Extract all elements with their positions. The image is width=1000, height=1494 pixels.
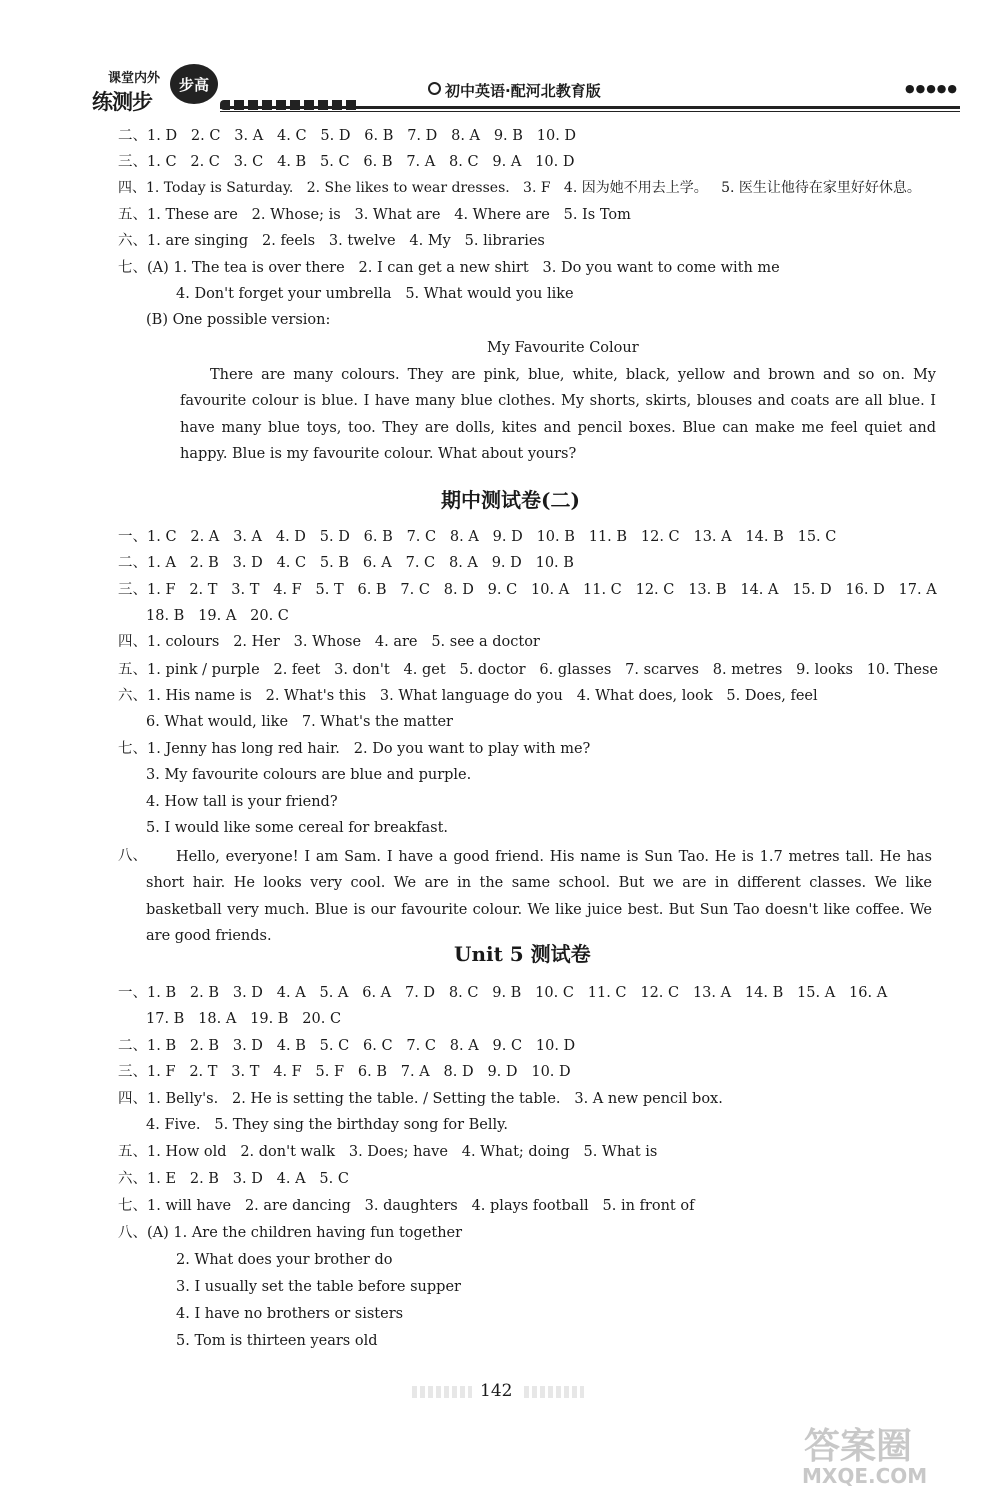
answer-line: 六、1. His name is 2. What's this 3. What language do you 4. What does, look 5. Does, feel: [118, 688, 818, 704]
answer-line: 5. I would like some cereal for breakfast.: [146, 820, 449, 836]
answer-line: 二、1. D 2. C 3. A 4. C 5. D 6. B 7. D 8. A 9. B 10. D: [118, 128, 577, 144]
answer-line: 七、(A) 1. The tea is over there 2. I can get a new shirt 3. Do you want to come with me: [118, 260, 780, 276]
answer-line: 3. I usually set the table before supper: [176, 1279, 461, 1295]
page-number-ornament-left: [412, 1386, 472, 1398]
logo-title: 练测步: [92, 90, 152, 114]
answer-line: 2. What does your brother do: [176, 1252, 393, 1268]
answer-line: 4. I have no brothers or sisters: [176, 1306, 404, 1322]
answer-line: 一、1. B 2. B 3. D 4. A 5. A 6. A 7. D 8. C 9. B 10. C 11. C 12. C 13. A 14. B 15. A 16. A: [118, 985, 888, 1001]
page-number: 142: [480, 1381, 513, 1401]
answer-line: (B) One possible version:: [146, 312, 331, 328]
circle-icon: [428, 82, 441, 95]
section-title-unit5: Unit 5 测试卷: [454, 942, 591, 966]
essay-label: 八、: [118, 848, 147, 864]
answer-line: 六、1. E 2. B 3. D 4. A 5. C: [118, 1171, 349, 1187]
header-dots: ●●●●●: [905, 82, 958, 95]
watermark-url: MXQE.COM: [802, 1464, 928, 1488]
answer-line: 二、1. B 2. B 3. D 4. B 5. C 6. C 7. C 8. A 9. C 10. D: [118, 1038, 576, 1054]
answer-line: 四、1. colours 2. Her 3. Whose 4. are 5. see a doctor: [118, 634, 540, 650]
answer-line: 4. How tall is your friend?: [146, 794, 338, 810]
watermark-logo: 答案圈: [804, 1426, 913, 1467]
answer-line: 四、1. Belly's. 2. He is setting the table. / Setting the table. 3. A new pencil box.: [118, 1091, 723, 1107]
answer-line: 三、1. F 2. T 3. T 4. F 5. T 6. B 7. C 8. D 9. C 10. A 11. C 12. C 13. B 14. A 15. D 16. D 17. A: [118, 582, 937, 598]
answer-line: 4. Don't forget your umbrella 5. What would you like: [176, 286, 574, 302]
essay-title: My Favourite Colour: [487, 340, 639, 356]
answer-line: 二、1. A 2. B 3. D 4. C 5. B 6. A 7. C 8. A 9. D 10. B: [118, 555, 574, 571]
logo-badge: 步高: [170, 64, 218, 104]
header-rule: [220, 106, 960, 109]
header-rule-thin: [220, 111, 960, 112]
answer-line: 四、1. Today is Saturday. 2. She likes to wear dresses. 3. F 4. 因为她不用去上学。 5. 医生让他待在家里好好休息。: [118, 180, 921, 196]
watermark: [800, 1418, 990, 1488]
answer-line: 一、1. C 2. A 3. A 4. D 5. D 6. B 7. C 8. A 9. D 10. B 11. B 12. C 13. A 14. B 15. C: [118, 529, 837, 545]
page-number-ornament-right: [524, 1386, 584, 1398]
answer-line: 七、1. Jenny has long red hair. 2. Do you want to play with me?: [118, 741, 591, 757]
answer-line: 六、1. are singing 2. feels 3. twelve 4. My 5. libraries: [118, 233, 545, 249]
section-title-midterm: 期中测试卷(二): [441, 488, 580, 512]
answer-line: 三、1. F 2. T 3. T 4. F 5. F 6. B 7. A 8. D 9. D 10. D: [118, 1064, 571, 1080]
answer-line: 3. My favourite colours are blue and purple.: [146, 767, 472, 783]
answer-line: 6. What would, like 7. What's the matter: [146, 714, 453, 730]
answer-line: 八、(A) 1. Are the children having fun together: [118, 1225, 463, 1241]
answer-line: 五、1. How old 2. don't walk 3. Does; have 4. What; doing 5. What is: [118, 1144, 658, 1160]
answer-line: 五、1. pink / purple 2. feet 3. don't 4. get 5. doctor 6. glasses 7. scarves 8. metres 9. looks 10. These: [118, 662, 939, 678]
book-title: [428, 80, 601, 101]
answer-line: 七、1. will have 2. are dancing 3. daughters 4. plays football 5. in front of: [118, 1198, 695, 1214]
answer-line: 三、1. C 2. C 3. C 4. B 5. C 6. B 7. A 8. C 9. A 10. D: [118, 154, 575, 170]
answer-line: 4. Five. 5. They sing the birthday song for Belly.: [146, 1117, 509, 1133]
essay-text: Hello, everyone! I am Sam. I have a good friend. His name is Sun Tao. He is 1.7 metres tall. He has short hair. He looks very cool. We are in the same school. But we are in different classes. We like basketball very much. Blue is our favourite colour. We like juice best. But Sun Tao doesn't like coffee. We are good friends.: [146, 849, 932, 944]
answer-line: 17. B 18. A 19. B 20. C: [146, 1011, 342, 1027]
answer-line: 五、1. These are 2. Whose; is 3. What are 4. Where are 5. Is Tom: [118, 207, 631, 223]
answer-line: 5. Tom is thirteen years old: [176, 1333, 378, 1349]
book-title-text: 初中英语·配河北教育版: [445, 82, 601, 100]
page-header: [88, 64, 960, 122]
essay-text: There are many colours. They are pink, blue, white, black, yellow and brown and so on. My favourite colour is blue. I have many blue clothes. My shorts, skirts, blouses and coats are all blue. I have many blue toys, too. They are dolls, kites and pencil boxes. Blue can make me feel quiet and happy. Blue is my favourite colour. What about yours?: [180, 367, 936, 462]
answer-line: 18. B 19. A 20. C: [146, 608, 289, 624]
logo-subtitle: 课堂内外: [108, 71, 161, 86]
